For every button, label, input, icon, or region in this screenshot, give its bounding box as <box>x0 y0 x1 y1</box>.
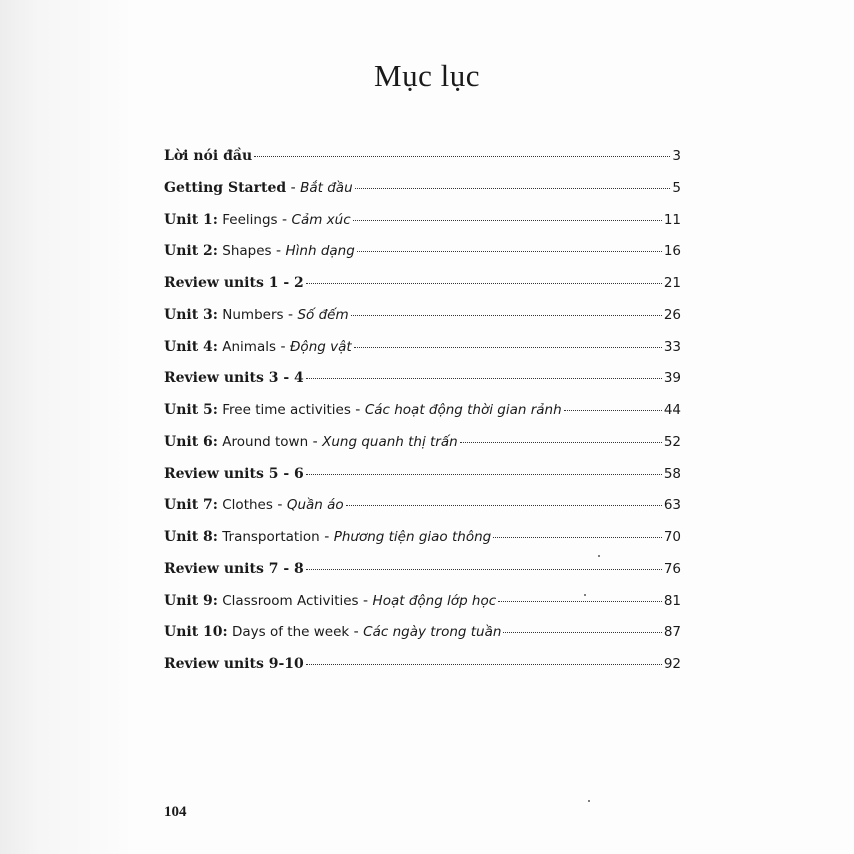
toc-entry-title <box>164 370 304 386</box>
dot-leader <box>357 251 662 252</box>
toc-entry-title <box>164 212 351 228</box>
toc-page-number: 81 <box>663 592 681 609</box>
page-title: Mục lục <box>374 58 480 93</box>
toc-entry-vietnamese: Phương tiện giao thông <box>333 529 492 545</box>
toc-entry-english: Feelings <box>217 211 278 228</box>
toc-entry-label: Unit 7: <box>164 497 218 514</box>
toc-entry <box>164 402 681 434</box>
toc-entry-vietnamese: Xung quanh thị trấn <box>322 433 458 450</box>
toc-entry <box>164 624 681 656</box>
toc-entry-separator: - <box>277 211 292 228</box>
toc-entry-title <box>164 497 344 513</box>
toc-entry-title <box>164 593 496 609</box>
toc-entry <box>164 466 681 498</box>
toc-entry-title <box>164 529 491 545</box>
toc-page-number: 63 <box>663 497 681 514</box>
toc-entry-separator: - <box>308 433 323 450</box>
toc-page-number: 87 <box>663 624 681 641</box>
dot-leader <box>351 315 662 316</box>
toc-entry-vietnamese: Số đếm <box>297 306 349 323</box>
toc-entry-label: Review units 7 - 8 <box>164 560 304 577</box>
toc-entry-title <box>164 180 353 196</box>
toc-entry-label: Review units 9-10 <box>164 656 304 672</box>
toc-entry <box>164 370 681 402</box>
toc-page-number: 3 <box>672 148 681 164</box>
toc-entry-label: Unit 6: <box>164 433 218 450</box>
toc-page-number: 52 <box>663 433 681 450</box>
toc-entry-label: Review units 5 - 6 <box>164 465 304 482</box>
toc-entry-title <box>164 275 304 291</box>
print-speck <box>588 800 590 802</box>
toc-entry-vietnamese: Các ngày trong tuần <box>363 624 502 641</box>
toc-entry <box>164 307 681 339</box>
dot-leader <box>355 188 671 189</box>
footer-page-number: 104 <box>164 804 187 820</box>
toc-entry-english: Free time activities <box>217 402 351 418</box>
toc-entry-title <box>164 624 501 640</box>
toc-entry-vietnamese: Các hoạt động thời gian rảnh <box>364 402 562 418</box>
toc-entry <box>164 212 681 244</box>
toc-entry-title <box>164 402 562 418</box>
toc-entry-english: Around town <box>217 433 309 450</box>
toc-entry-label: Unit 3: <box>164 306 218 323</box>
dot-leader <box>493 537 662 538</box>
dot-leader <box>346 505 662 506</box>
toc-entry-label: Unit 2: <box>164 243 218 260</box>
dot-leader <box>254 156 670 157</box>
toc-entry-english: Animals <box>217 338 277 355</box>
toc-entry-title <box>164 339 352 355</box>
toc-entry-separator: - <box>319 529 334 545</box>
toc-entry <box>164 434 681 466</box>
toc-entry-title <box>164 243 355 259</box>
toc-entry <box>164 656 681 688</box>
toc-entry-label: Lời nói đầu <box>164 148 253 164</box>
toc-entry-vietnamese: Bắt đầu <box>300 179 353 196</box>
toc-entry <box>164 529 681 561</box>
toc-entry-title <box>164 307 349 323</box>
toc-page-number: 5 <box>672 179 681 196</box>
print-speck <box>584 594 586 596</box>
toc-entry <box>164 593 681 625</box>
toc-entry-separator: - <box>283 306 298 323</box>
toc-entry-label: Review units 3 - 4 <box>164 370 304 387</box>
toc-entry-vietnamese: Động vật <box>289 338 352 355</box>
toc-entry-separator: - <box>272 497 287 514</box>
toc-entry-separator: - <box>350 402 365 418</box>
toc-page-number: 70 <box>663 529 681 545</box>
toc-page-number: 26 <box>663 306 681 323</box>
dot-leader <box>460 442 662 443</box>
toc-page-number: 92 <box>663 656 681 672</box>
toc-page-number: 33 <box>663 338 681 355</box>
toc-entry-label: Unit 9: <box>164 592 218 609</box>
page-shadow-edge <box>0 0 128 854</box>
toc-page-number: 39 <box>663 370 681 387</box>
toc-entry-english: Classroom Activities <box>217 592 359 609</box>
toc-entry-label: Unit 1: <box>164 211 218 228</box>
toc-entry-english: Numbers <box>217 306 284 323</box>
toc-entry <box>164 497 681 529</box>
toc-page-number: 44 <box>663 402 681 418</box>
dot-leader <box>564 410 662 411</box>
toc-entry-separator: - <box>276 338 290 355</box>
table-of-contents <box>164 148 681 688</box>
dot-leader <box>306 664 662 665</box>
toc-entry-title <box>164 466 304 482</box>
toc-entry-english: Shapes <box>217 243 272 260</box>
dot-leader <box>353 220 662 221</box>
toc-entry-label: Unit 8: <box>164 529 218 545</box>
toc-entry-vietnamese: Quần áo <box>286 497 344 514</box>
toc-entry-english: Days of the week <box>227 624 350 641</box>
dot-leader <box>498 601 662 602</box>
toc-entry <box>164 339 681 371</box>
print-speck <box>598 555 600 557</box>
toc-entry-title <box>164 656 304 672</box>
toc-entry-title <box>164 561 304 577</box>
toc-entry-label: Review units 1 - 2 <box>164 275 304 291</box>
dot-leader <box>306 283 662 284</box>
toc-entry-separator: - <box>286 179 301 196</box>
toc-entry-vietnamese: Hoạt động lớp học <box>372 592 497 609</box>
dot-leader <box>503 632 661 633</box>
toc-entry-separator: - <box>358 592 373 609</box>
toc-entry-separator: - <box>349 624 364 641</box>
toc-entry-vietnamese: Hình dạng <box>285 243 355 260</box>
dot-leader <box>354 347 662 348</box>
toc-entry-label: Getting Started <box>164 179 287 196</box>
toc-entry-english: Clothes <box>217 497 273 514</box>
toc-entry-english: Transportation <box>217 529 320 545</box>
toc-page-number: 21 <box>663 275 681 291</box>
dot-leader <box>306 474 662 475</box>
toc-page-number: 11 <box>663 211 681 228</box>
toc-entry <box>164 243 681 275</box>
toc-entry <box>164 180 681 212</box>
dot-leader <box>306 378 662 379</box>
toc-entry-separator: - <box>271 243 286 260</box>
toc-entry-vietnamese: Cảm xúc <box>291 211 351 228</box>
toc-entry-title <box>164 434 458 450</box>
dot-leader <box>306 569 662 570</box>
toc-entry-title <box>164 148 252 164</box>
toc-entry-label: Unit 5: <box>164 402 218 418</box>
toc-entry <box>164 561 681 593</box>
toc-entry-label: Unit 10: <box>164 624 228 641</box>
toc-page-number: 16 <box>663 243 681 260</box>
toc-entry-label: Unit 4: <box>164 338 218 355</box>
toc-page-number: 76 <box>663 560 681 577</box>
toc-page-number: 58 <box>663 465 681 482</box>
toc-entry <box>164 148 681 180</box>
toc-entry <box>164 275 681 307</box>
